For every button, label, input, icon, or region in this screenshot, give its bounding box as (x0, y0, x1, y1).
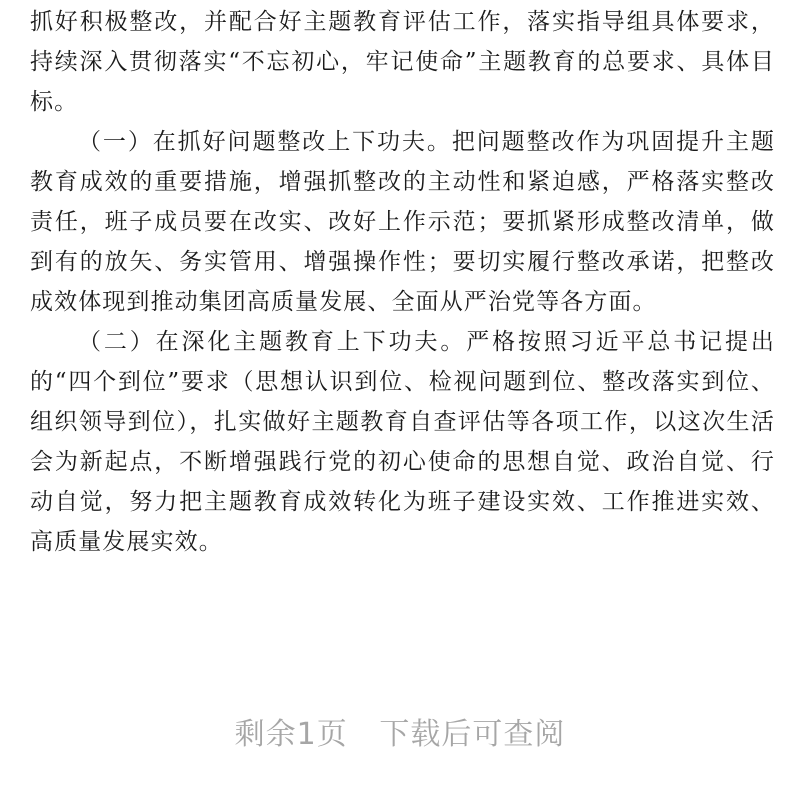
paragraph-intro-continuation: 抓好积极整改，并配合好主题教育评估工作，落实指导组具体要求，持续深入贯彻落实“不忘初心，牢记使命”主题教育的总要求、具体目标。 (30, 9, 775, 115)
remaining-pages-notice: 剩余1页 下载后可查阅 (234, 717, 566, 752)
paragraph-section-one: （一）在抓好问题整改上下功夫。把问题整改作为巩固提升主题教育成效的重要措施，增强抓整改的主动性和紧迫感，严格落实整改责任，班子成员要在改实、改好上作示范；要抓紧形成整改清单，做到有的放矢、务实管用、增强操作性；要切实履行整改承诺，把整改成效体现到推动集团高质量发展、全面从严治党等各方面。 (30, 129, 775, 315)
paragraph-section-two: （二）在深化主题教育上下功夫。严格按照习近平总书记提出的“四个到位”要求（思想认识到位、检视问题到位、整改落实到位、组织领导到位），扎实做好主题教育自查评估等各项工作，以这次生活会为新起点，不断增强践行党的初心使命的思想自觉、政治自觉、行动自觉，努力把主题教育成效转化为班子建设实效、工作推进实效、高质量发展实效。 (30, 329, 775, 555)
document-body (30, 2, 775, 562)
